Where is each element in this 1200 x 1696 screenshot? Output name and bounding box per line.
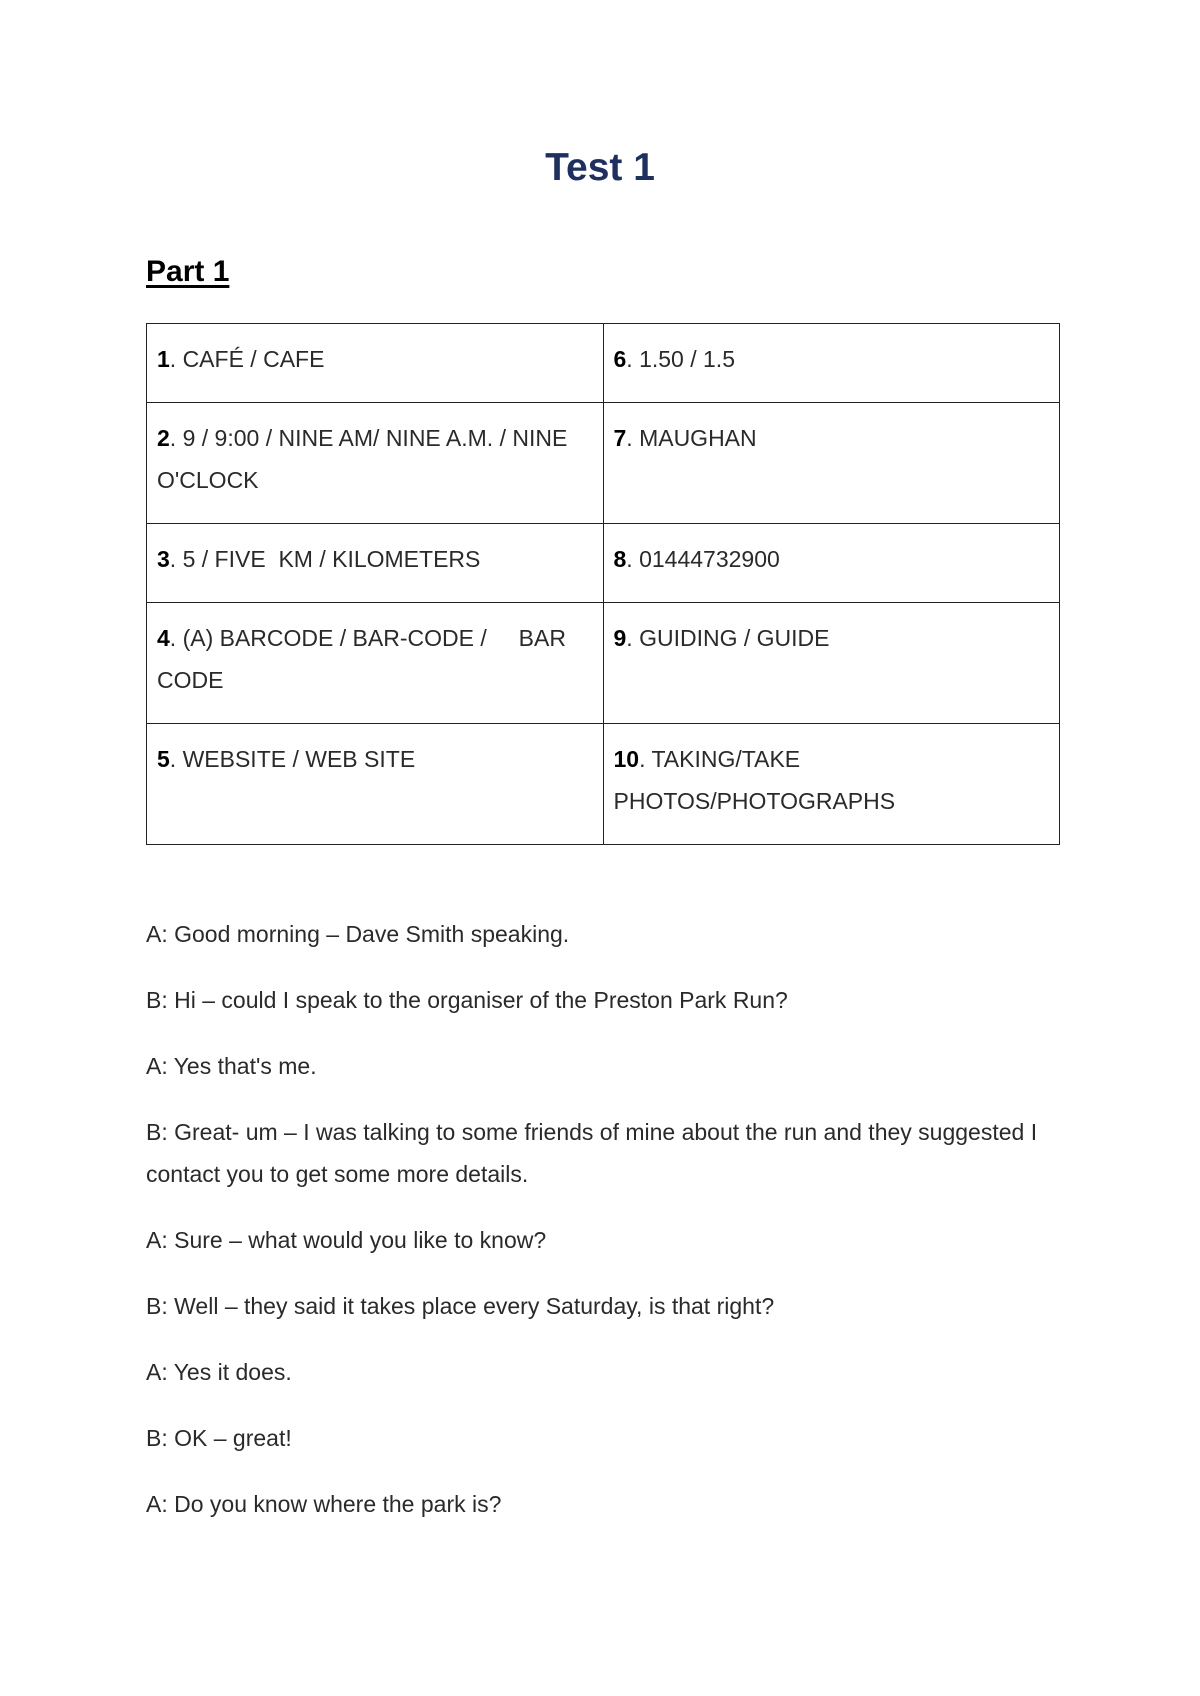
answer-text: . MAUGHAN [626,425,757,451]
transcript-line: A: Yes it does. [146,1359,292,1385]
answer-cell [147,524,604,603]
transcript-line: A: Do you know where the park is? [146,1491,502,1517]
table-row [147,724,1060,845]
transcript-line: A: Good morning – Dave Smith speaking. [146,921,570,947]
answer-cell [147,324,604,403]
answer-text: . GUIDING / GUIDE [626,625,830,651]
answer-number: 5 [157,746,170,772]
table-row [147,603,1060,724]
answer-number: 2 [157,425,170,451]
answer-text: . CAFÉ / CAFE [169,346,325,372]
answer-text: . 5 / FIVE KM / KILOMETERS [169,546,481,572]
answer-cell [147,403,604,524]
answer-cell [147,603,604,724]
transcript-line: B: Great- um – I was talking to some friends of mine about the run and they suggested I contact you to get some more details. [146,1119,1038,1187]
table-row [147,524,1060,603]
answer-cell [147,724,604,845]
table-row [147,324,1060,403]
transcript-line: B: Hi – could I speak to the organiser of the Preston Park Run? [146,987,788,1013]
answer-number: 3 [157,546,170,572]
answer-number: 6 [613,346,627,372]
answer-text: . 9 / 9:00 / NINE AM/ NINE A.M. / NINE O'CLOCK [157,425,568,493]
transcript-line: B: Well – they said it takes place every Saturday, is that right? [146,1293,775,1319]
answer-number: 8 [613,546,627,572]
transcript-line: A: Yes that's me. [146,1053,317,1079]
answer-text: . 1.50 / 1.5 [626,346,735,372]
part-heading: Part 1 [146,255,230,288]
answer-number: 1 [157,346,170,372]
table-row [147,403,1060,524]
answer-text: . (A) BARCODE / BAR-CODE / BAR CODE [157,625,573,693]
answer-text: . 01444732900 [626,546,780,572]
answer-number: 7 [613,425,627,451]
answer-number: 10 [613,746,640,772]
answer-cell [603,524,1060,603]
answer-text: . TAKING/TAKE PHOTOS/PHOTOGRAPHS [613,746,896,814]
answer-cell [603,603,1060,724]
answer-number: 9 [613,625,627,651]
transcript [146,913,1076,1549]
answer-key-table [146,323,1060,845]
answer-cell [603,403,1060,524]
answer-cell [603,324,1060,403]
page-title: Test 1 [545,146,655,189]
answer-cell [603,724,1060,845]
transcript-line: A: Sure – what would you like to know? [146,1227,547,1253]
transcript-line: B: OK – great! [146,1425,292,1451]
answer-number: 4 [157,625,170,651]
answer-text: . WEBSITE / WEB SITE [169,746,416,772]
